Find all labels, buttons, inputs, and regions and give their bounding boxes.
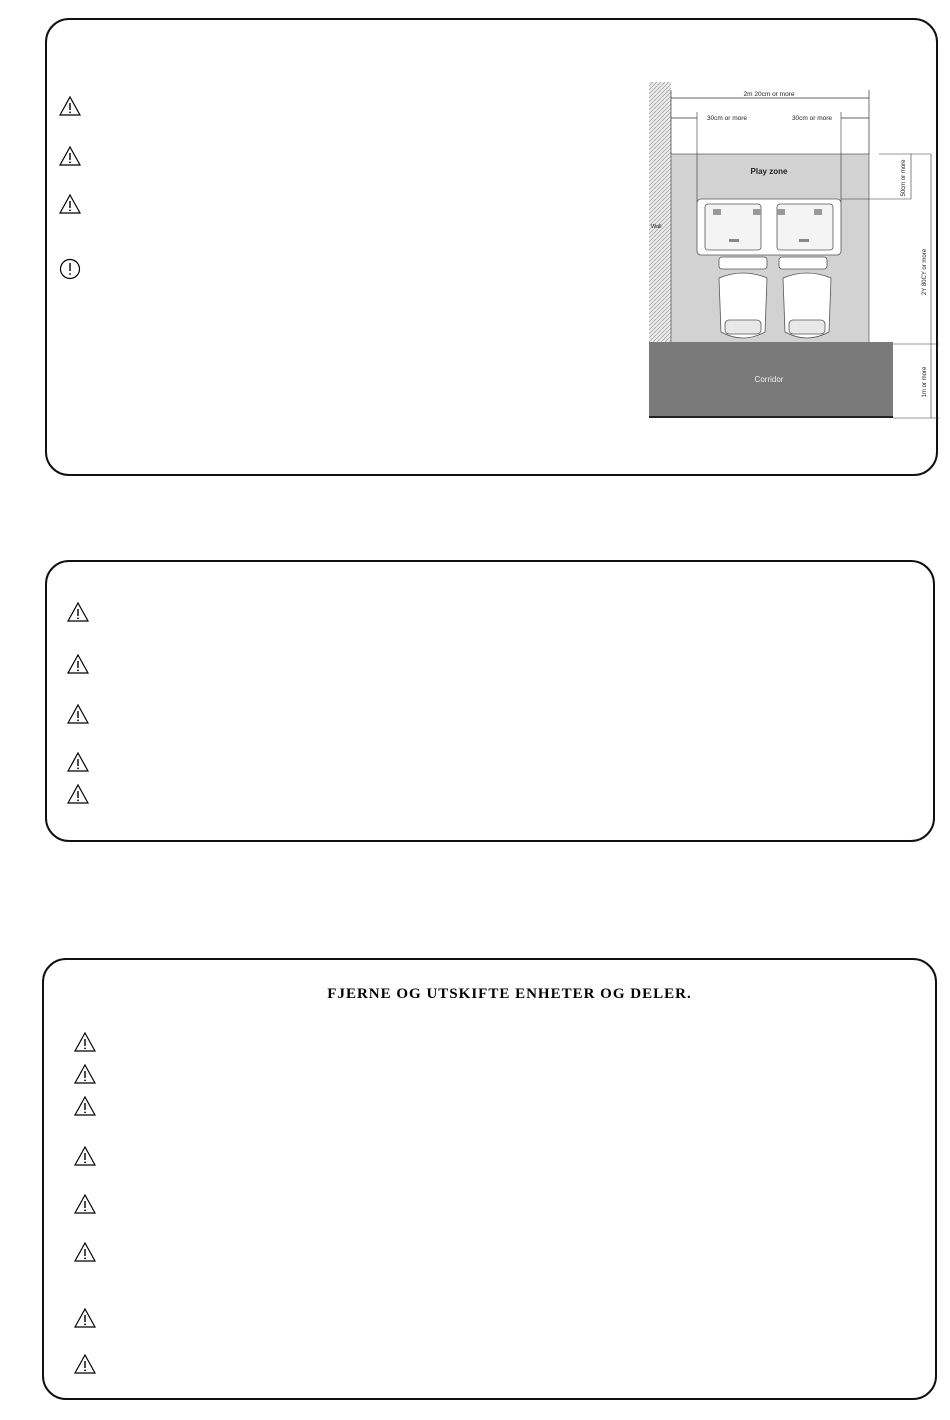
label-wall: Wall — [651, 224, 662, 230]
warning-icon — [74, 1032, 96, 1052]
warning-icon — [59, 194, 81, 214]
warning-icon — [67, 752, 89, 772]
warning-icon — [67, 602, 89, 622]
label-right-gap: 30cm or more — [791, 115, 833, 122]
warning-icon — [67, 654, 89, 674]
warning-icon — [74, 1064, 96, 1084]
installation-panel — [45, 18, 938, 476]
warning-icon — [74, 1354, 96, 1374]
installation-diagram — [649, 82, 939, 422]
label-play-zone: Play zone — [750, 167, 788, 176]
section-title: FJERNE OG UTSKIFTE ENHETER OG DELER. — [327, 986, 692, 1002]
warning-icon — [74, 1096, 96, 1116]
removal-panel — [42, 958, 937, 1400]
label-depth: 2Y 80CY or more — [922, 248, 928, 296]
label-corridor: Corridor — [754, 375, 784, 384]
warning-icon — [74, 1242, 96, 1262]
label-top-gap: 50cm or more — [901, 159, 907, 197]
warning-icon — [74, 1308, 96, 1328]
label-corridor-depth: 1m or more — [922, 366, 928, 398]
label-total-width: 2m 20cm or more — [743, 91, 795, 98]
caution-circle-icon — [59, 258, 81, 278]
warning-icon — [67, 704, 89, 724]
label-left-gap: 30cm or more — [706, 115, 748, 122]
warning-icon — [74, 1146, 96, 1166]
wall-hatch — [649, 82, 671, 344]
warning-icon — [59, 146, 81, 166]
warning-icon — [59, 96, 81, 116]
warning-icon — [74, 1194, 96, 1214]
warning-icon — [67, 784, 89, 804]
warning-panel — [45, 560, 935, 842]
